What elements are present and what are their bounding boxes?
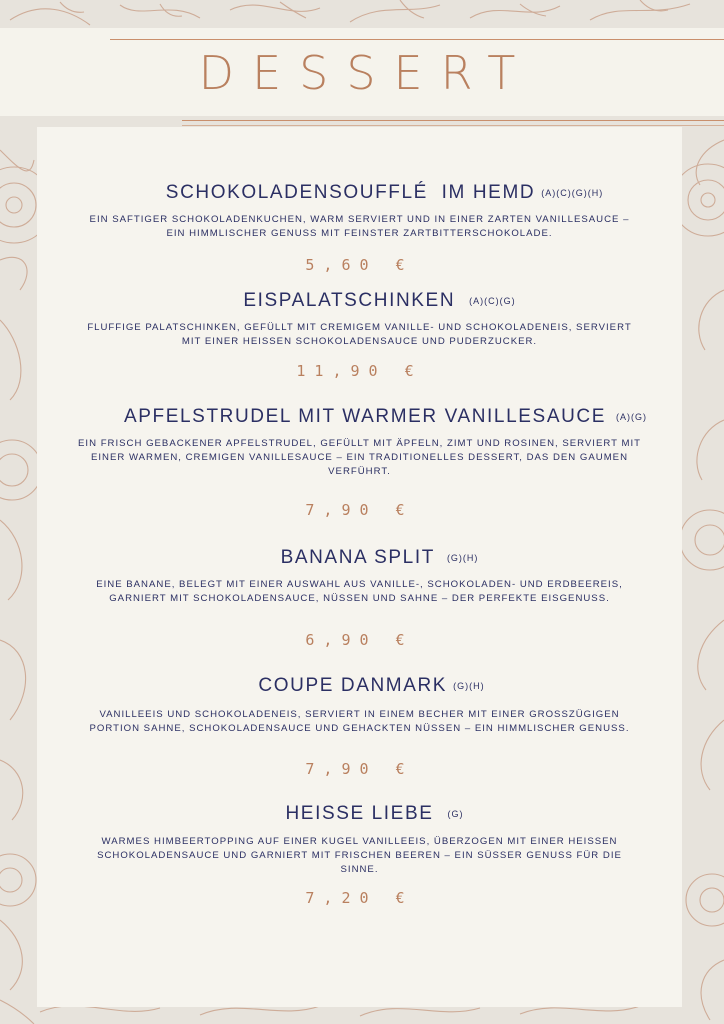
menu-item-allergens: (A)(C)(G)(H) (541, 188, 604, 198)
menu-item-name: BANANA SPLIT (280, 547, 435, 568)
page-title: DESSERT (198, 46, 534, 100)
menu-item-allergens: (A)(G) (616, 412, 648, 422)
menu-item-title (37, 406, 682, 428)
menu-item-allergens: (G)(H) (446, 553, 479, 563)
menu-item-name: SCHOKOLADENSOUFFLÉ IM HEMD (165, 182, 536, 203)
menu-item-allergens: (G)(H) (453, 681, 485, 691)
menu-item (37, 547, 682, 606)
menu-item-price: 7,90 € (305, 501, 414, 519)
menu-item-name: HEISSE LIEBE (285, 803, 434, 824)
header-divider-bottom-2 (182, 125, 724, 126)
menu-item-price: 7,90 € (305, 760, 414, 778)
menu-item-allergens: (A)(C)(G) (469, 296, 516, 306)
menu-item-allergens: (G) (447, 809, 464, 819)
menu-item-price: 7,20 € (305, 889, 414, 907)
menu-item-description: EIN FRISCH GEBACKENER APFELSTRUDEL, GEFÜLLT MIT ÄPFELN, ZIMT UND ROSINEN, SERVIERT MIT EINER WARMEN, CREMIGEN VANILLESAUCE – EIN TRADITIONELLES DESSERT, DAS DEN GAUMEN VERFÜHRT. (78, 438, 641, 477)
menu-item-title (37, 675, 682, 697)
menu-item-description: EIN SAFTIGER SCHOKOLADENKUCHEN, WARM SERVIERT UND IN EINER ZARTEN VANILLESAUCE – EIN HIMMLISCHER GENUSS MIT FEINSTER ZARTBITTERSCHOKOLADE. (89, 214, 630, 239)
menu-item (37, 675, 682, 736)
header-divider-top (110, 39, 724, 40)
menu-item-price: 6,90 € (305, 631, 414, 649)
menu-item (37, 290, 682, 349)
header-divider-bottom (182, 120, 724, 121)
menu-item-description: EINE BANANE, BELEGT MIT EINER AUSWAHL AUS VANILLE-, SCHOKOLADEN- UND ERDBEEREIS, GARNIERT MIT SCHOKOLADENSAUCE, NÜSSEN UND SAHNE – DER PERFEKTE EISGENUSS. (96, 579, 623, 604)
menu-item-price: 5,60 € (305, 256, 414, 274)
menu-item-title (37, 182, 682, 204)
menu-item-title (37, 290, 682, 312)
menu-item-name: APFELSTRUDEL MIT WARMER VANILLESAUCE (123, 406, 607, 427)
menu-item-description: FLUFFIGE PALATSCHINKEN, GEFÜLLT MIT CREMIGEM VANILLE- UND SCHOKOLADENEIS, SERVIERT MIT EINER HEISSEN SCHOKOLADENSAUCE UND PUDERZUCKER. (87, 322, 632, 347)
menu-item (37, 406, 682, 479)
menu-item (37, 182, 682, 241)
menu-item-price: 11,90 € (296, 362, 423, 380)
menu-item-title (37, 803, 682, 825)
menu-item-description: VANILLEEIS UND SCHOKOLADENEIS, SERVIERT IN EINEM BECHER MIT EINER GROSSZÜGIGEN PORTION SAHNE, SCHOKOLADENSAUCE UND GEHACKTEN NÜSSEN – EIN HIMMLISCHER GENUSS. (89, 709, 630, 734)
menu-item-name: COUPE DANMARK (258, 675, 448, 696)
menu-item-name: EISPALATSCHINKEN (243, 290, 456, 311)
menu-item (37, 803, 682, 877)
menu-item-title (37, 547, 682, 569)
menu-item-description: WARMES HIMBEERTOPPING AUF EINER KUGEL VANILLEEIS, ÜBERZOGEN MIT EINER HEISSEN SCHOKOLADENSAUCE UND GARNIERT MIT FRISCHEN BEEREN – EIN SÜSSER GENUSS FÜR DIE SINNE. (97, 836, 622, 875)
